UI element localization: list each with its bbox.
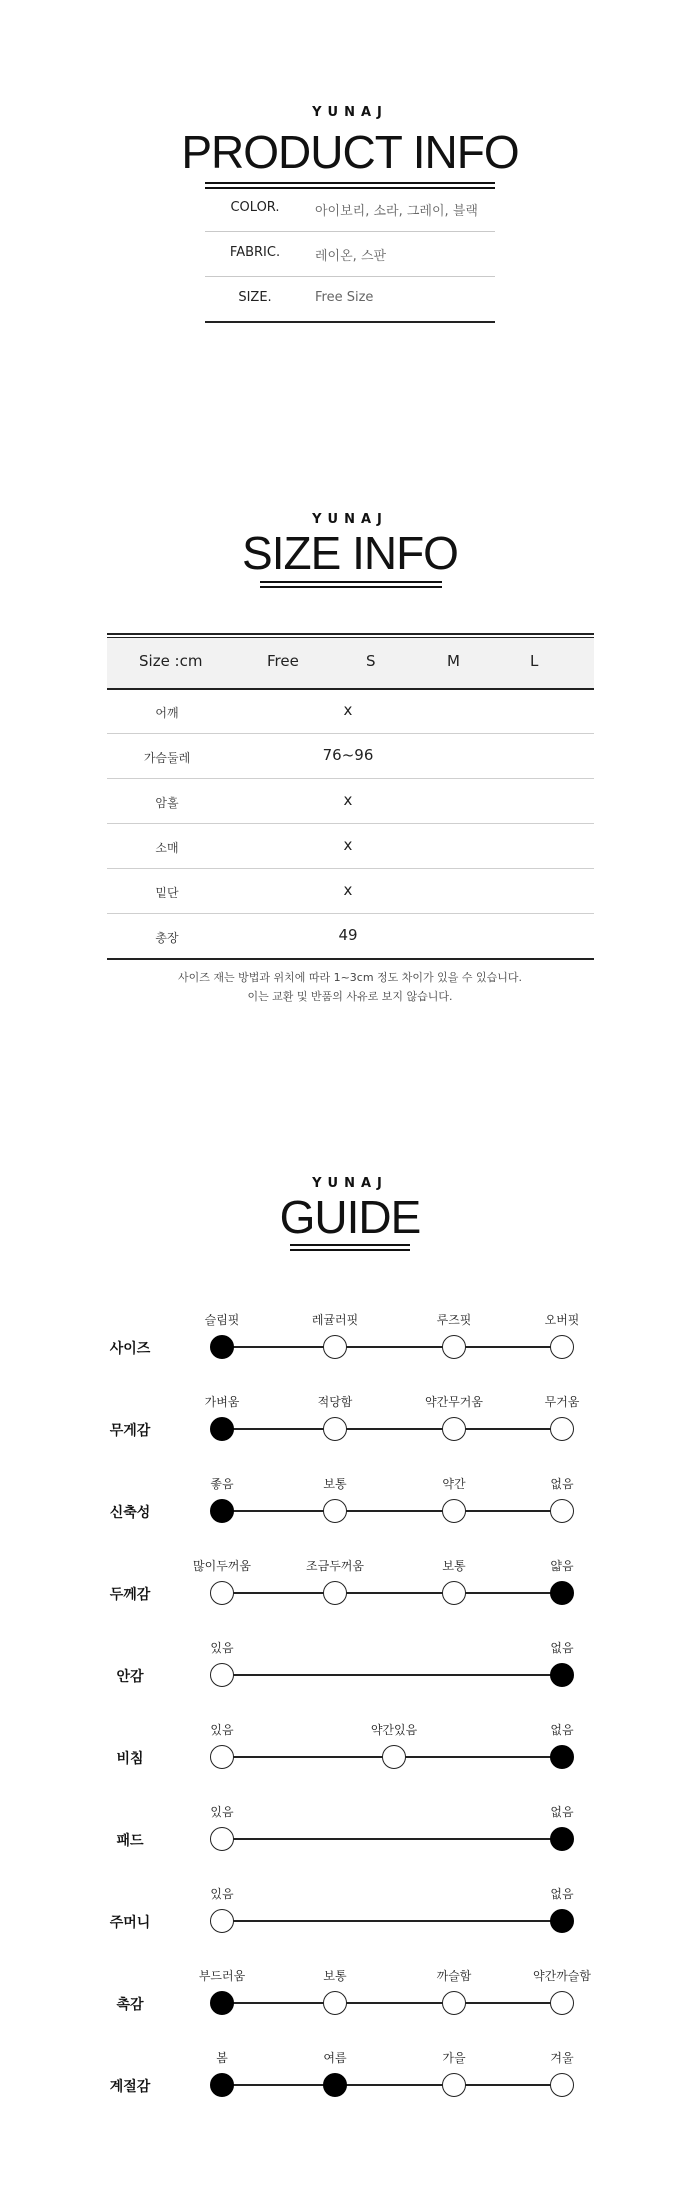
size-free-value: 76~96	[322, 746, 374, 764]
size-free-value: x	[343, 836, 353, 854]
guide-dot-selected	[210, 2073, 234, 2097]
guide-dot	[382, 1745, 406, 1769]
guide-row-label: 신축성	[109, 1505, 151, 1521]
guide-scale-line	[222, 1920, 562, 1922]
guide-dot	[550, 1417, 574, 1441]
guide-row-label: 패드	[116, 1833, 144, 1849]
guide-option-label: 조금두꺼움	[306, 1559, 364, 1573]
guide-option-label: 약간까슬함	[533, 1969, 591, 1983]
guide-dot-selected	[323, 2073, 347, 2097]
guide-scale-line	[222, 1838, 562, 1840]
size-info-title: SIZE INFO	[242, 527, 458, 579]
guide-dot	[442, 2073, 466, 2097]
guide-option-label: 가을	[442, 2051, 466, 2065]
guide-row-label: 두께감	[109, 1587, 151, 1603]
size-free-value: x	[343, 881, 353, 899]
guide-row-label: 무게감	[109, 1423, 151, 1439]
product-info-label: SIZE.	[238, 290, 272, 305]
guide-dot	[323, 1499, 347, 1523]
size-note: 이는 교환 및 반품의 사유로 보지 않습니다.	[247, 990, 453, 1003]
guide-option-label: 보통	[323, 1477, 347, 1491]
guide-option-label: 보통	[442, 1559, 466, 1573]
guide-title: GUIDE	[279, 1191, 421, 1243]
size-row-label: 소매	[155, 841, 179, 855]
header-s: S	[366, 652, 376, 670]
guide-option-label: 오버핏	[544, 1313, 580, 1327]
guide-row-label: 안감	[116, 1669, 144, 1685]
guide-dot	[442, 1991, 466, 2015]
title-underline	[290, 1249, 410, 1251]
guide-scale-line	[222, 1592, 562, 1594]
size-note: 사이즈 재는 방법과 위치에 따라 1~3cm 정도 차이가 있을 수 있습니다.	[177, 971, 523, 984]
header-m: M	[447, 652, 460, 670]
guide-scale-line	[222, 1428, 562, 1430]
product-info-value: 레이온, 스판	[315, 249, 387, 264]
header-l: L	[530, 652, 539, 670]
guide-dot-selected	[210, 1417, 234, 1441]
guide-option-label: 까슬함	[436, 1969, 472, 1983]
guide-dot-selected	[210, 1335, 234, 1359]
guide-dot	[442, 1499, 466, 1523]
guide-option-label: 있음	[210, 1641, 234, 1655]
size-row-label: 어깨	[155, 706, 179, 720]
guide-dot	[550, 1991, 574, 2015]
guide-dot	[323, 1335, 347, 1359]
guide-dot	[442, 1335, 466, 1359]
guide-option-label: 보통	[323, 1969, 347, 1983]
guide-dot-selected	[550, 1663, 574, 1687]
guide-dot	[210, 1581, 234, 1605]
guide-dot-selected	[550, 1909, 574, 1933]
guide-row-label: 비침	[116, 1751, 144, 1767]
guide-option-label: 약간있음	[370, 1723, 418, 1737]
size-row-label: 가슴둘레	[143, 751, 191, 765]
size-free-value: 49	[338, 926, 358, 944]
guide-option-label: 겨울	[550, 2051, 574, 2065]
guide-dot	[210, 1909, 234, 1933]
guide-option-label: 무거움	[544, 1395, 580, 1409]
guide-option-label: 있음	[210, 1723, 234, 1737]
guide-row-label: 계절감	[109, 2079, 151, 2095]
guide-dot	[210, 1745, 234, 1769]
guide-row-label: 주머니	[109, 1915, 151, 1931]
guide-dot-selected	[550, 1827, 574, 1851]
guide-option-label: 있음	[210, 1805, 234, 1819]
guide-dot	[210, 1827, 234, 1851]
guide-dot	[442, 1417, 466, 1441]
guide-option-label: 좋음	[210, 1477, 234, 1491]
size-free-value: x	[343, 701, 353, 719]
guide-scale-line	[222, 1674, 562, 1676]
guide-dot	[323, 1991, 347, 2015]
guide-option-label: 얇음	[550, 1559, 574, 1573]
guide-dot	[442, 1581, 466, 1605]
guide-option-label: 있음	[210, 1887, 234, 1901]
guide-option-label: 봄	[216, 2051, 228, 2065]
guide-dot	[550, 2073, 574, 2097]
guide-dot	[550, 1335, 574, 1359]
title-underline	[290, 1244, 410, 1246]
guide-scale-line	[222, 1346, 562, 1348]
guide-option-label: 약간무거움	[425, 1395, 483, 1409]
guide-scale-line	[222, 1510, 562, 1512]
guide-dot	[323, 1417, 347, 1441]
guide-option-label: 부드러움	[198, 1969, 246, 1983]
guide-option-label: 약간	[442, 1477, 466, 1491]
header-size-cm: Size :cm	[139, 652, 203, 670]
guide-scale-line	[222, 2002, 562, 2004]
product-info-label: FABRIC.	[229, 245, 281, 260]
guide-dot	[323, 1581, 347, 1605]
guide-option-label: 없음	[550, 1723, 574, 1737]
guide-option-label: 가벼움	[204, 1395, 240, 1409]
guide-option-label: 적당함	[317, 1395, 353, 1409]
guide-dot	[550, 1499, 574, 1523]
product-info-label: COLOR.	[230, 200, 280, 215]
size-row-label: 총장	[155, 931, 179, 945]
size-free-value: x	[343, 791, 353, 809]
product-info-value: Free Size	[315, 290, 374, 305]
guide-scale-line	[222, 2084, 562, 2086]
guide-option-label: 없음	[550, 1887, 574, 1901]
product-info-title: PRODUCT INFO	[181, 126, 519, 178]
guide-row-label: 촉감	[116, 1997, 144, 2013]
size-row-label: 암홀	[155, 796, 179, 810]
guide-row-label: 사이즈	[109, 1341, 151, 1357]
guide-dot-selected	[550, 1581, 574, 1605]
guide-option-label: 없음	[550, 1477, 574, 1491]
brand-label: YUNAJ	[312, 512, 388, 527]
guide-option-label: 여름	[323, 2051, 347, 2065]
brand-label: YUNAJ	[312, 105, 388, 120]
guide-option-label: 없음	[550, 1805, 574, 1819]
guide-option-label: 루즈핏	[436, 1313, 472, 1327]
guide-dot	[210, 1663, 234, 1687]
brand-label: YUNAJ	[312, 1176, 388, 1191]
product-info-value: 아이보리, 소라, 그레이, 블랙	[315, 204, 478, 219]
guide-option-label: 없음	[550, 1641, 574, 1655]
size-row-label: 밑단	[155, 886, 179, 900]
guide-option-label: 슬림핏	[204, 1313, 240, 1327]
guide-option-label: 레귤러핏	[311, 1313, 359, 1327]
header-free: Free	[267, 652, 299, 670]
guide-dot-selected	[550, 1745, 574, 1769]
guide-dot-selected	[210, 1991, 234, 2015]
guide-option-label: 많이두꺼움	[193, 1559, 251, 1573]
guide-dot-selected	[210, 1499, 234, 1523]
